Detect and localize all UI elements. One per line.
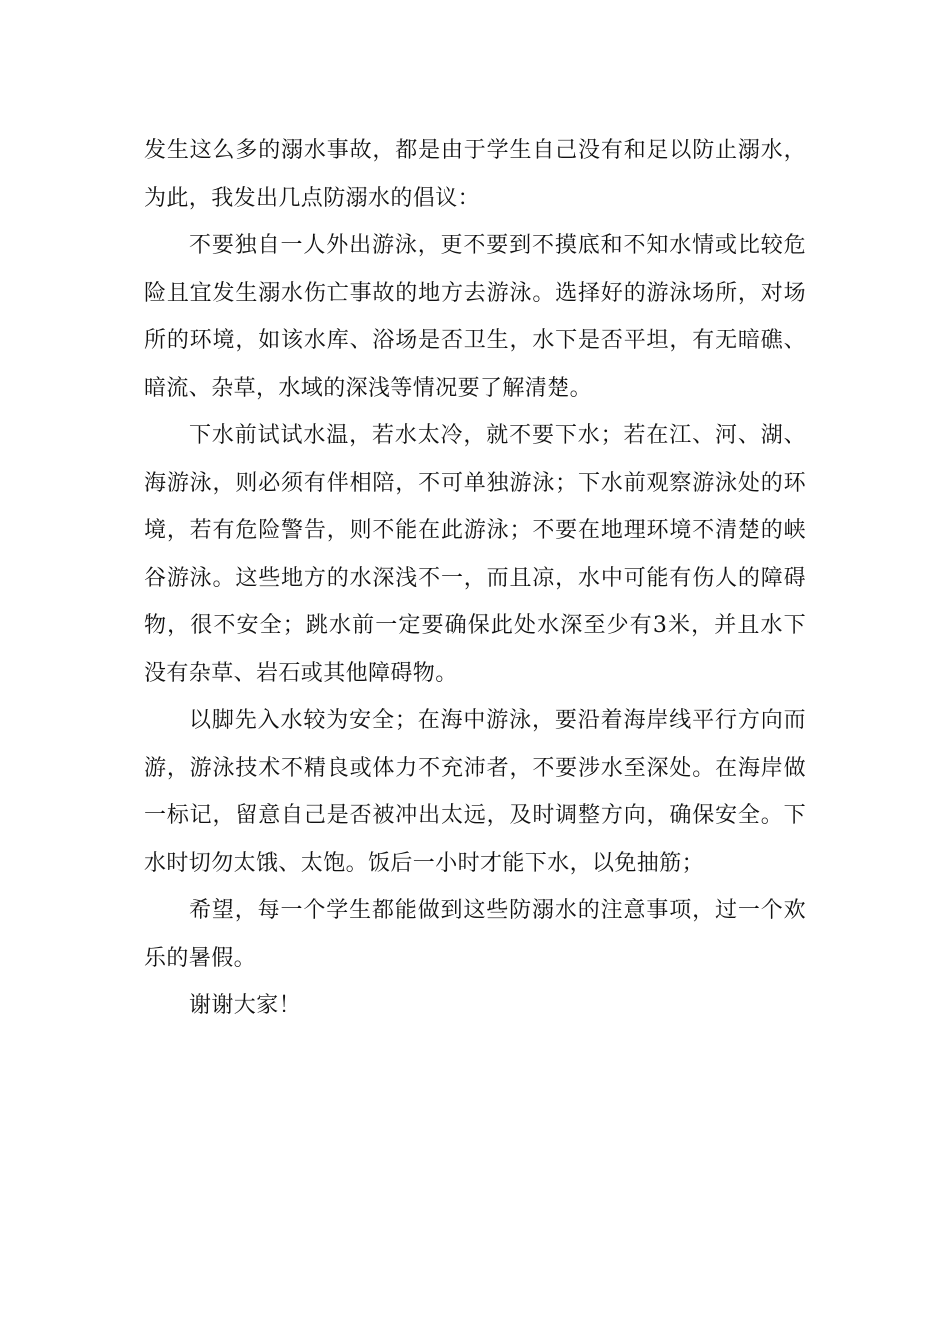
paragraph-intro: 发生这么多的溺水事故，都是由于学生自己没有和足以防止溺水，为此，我发出几点防溺水的倡议： [144, 138, 806, 211]
paragraph-thanks: 谢谢大家！ [189, 993, 302, 1018]
paragraph-hope: 希望，每一个学生都能做到这些防溺水的注意事项，过一个欢乐的暑假。 [144, 898, 806, 971]
paragraph-water-safety: 下水前试试水温，若水太冷，就不要下水；若在江、河、湖、海游泳，则必须有伴相陪，不可单独游泳；下水前观察游泳处的环境，若有危险警告，则不能在此游泳；不要在地理环境不清楚的峡谷游泳。这些地方的水深浅不一，而且凉，水中可能有伤人的障碍物，很不安全；跳水前一定要确保此处水深至少有3米，并且水下没有杂草、岩石或其他障碍物。 [144, 423, 806, 686]
paragraph-swimming-location: 不要独自一人外出游泳，更不要到不摸底和不知水情或比较危险且宜发生溺水伤亡事故的地方去游泳。选择好的游泳场所，对场所的环境，如该水库、浴场是否卫生，水下是否平坦，有无暗礁、暗流、杂草，水域的深浅等情况要了解清楚。 [144, 233, 806, 401]
paragraph-sea-swimming: 以脚先入水较为安全；在海中游泳，要沿着海岸线平行方向而游，游泳技术不精良或体力不充沛者，不要涉水至深处。在海岸做一标记，留意自己是否被冲出太远，及时调整方向，确保安全。下水时切勿太饿、太饱。饭后一小时才能下水，以免抽筋； [144, 708, 806, 876]
document-body [144, 127, 806, 1030]
